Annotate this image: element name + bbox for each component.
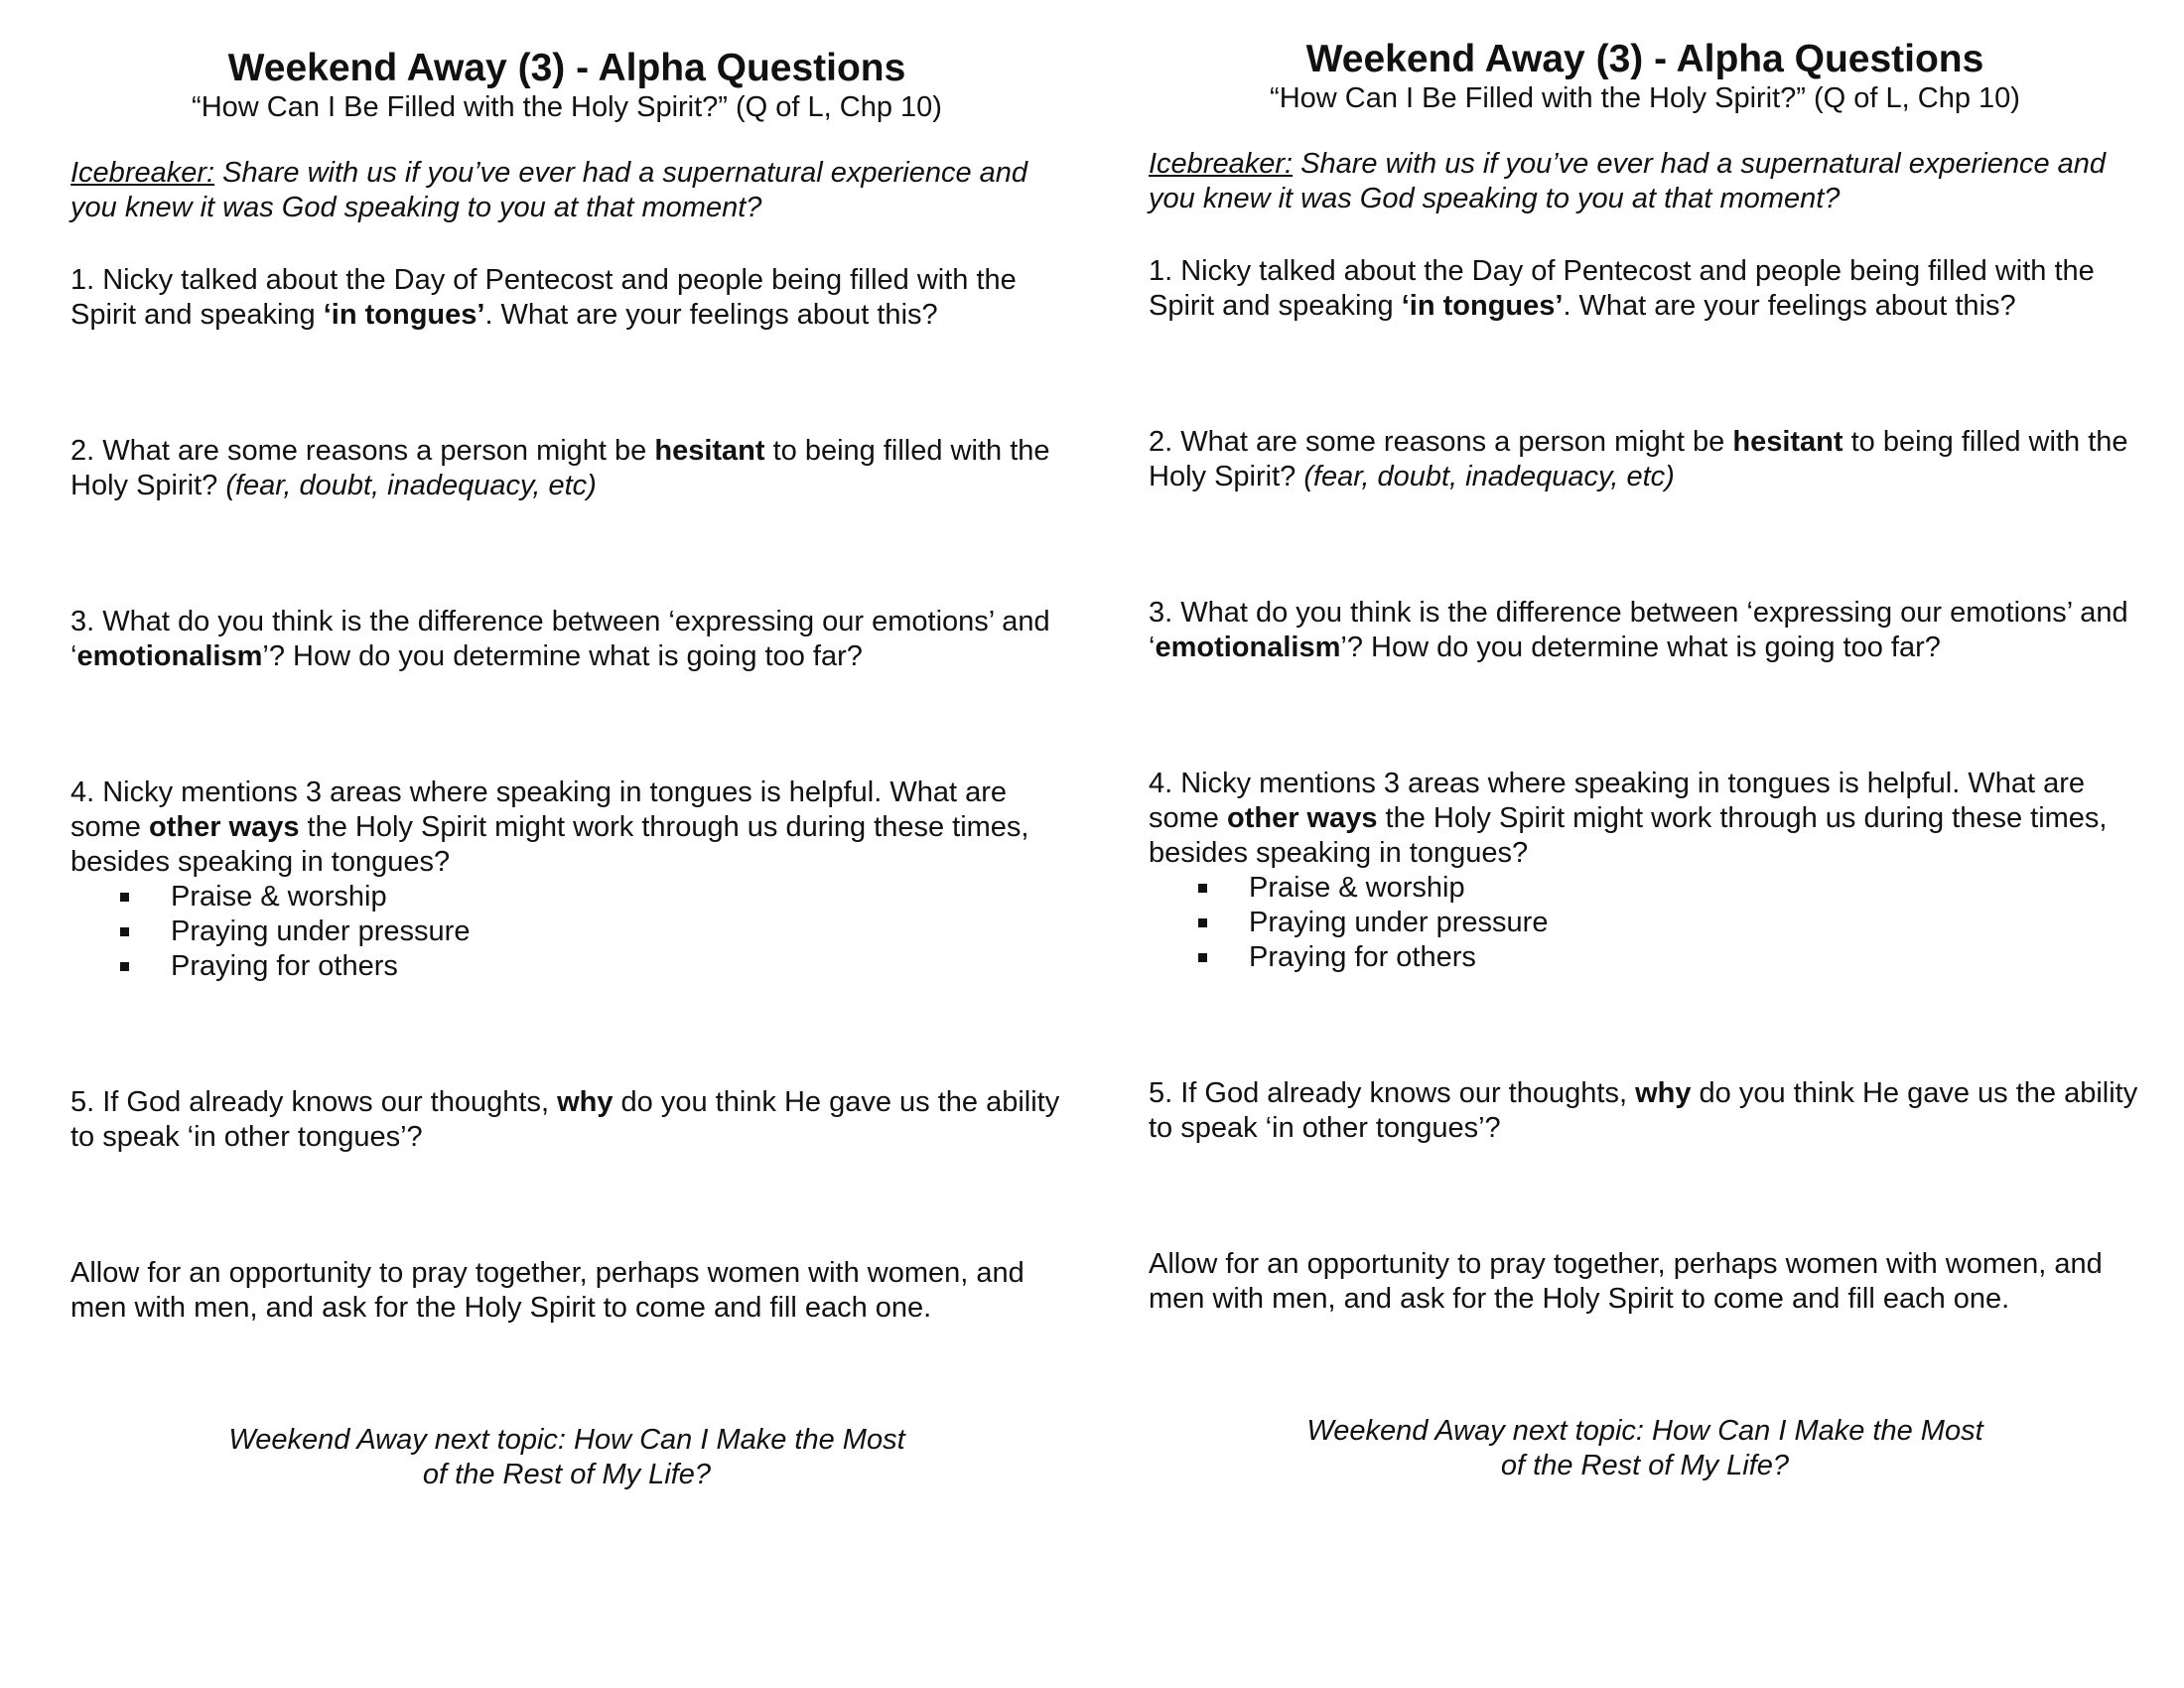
bullet-item xyxy=(120,949,1063,984)
icebreaker-label: Icebreaker: xyxy=(70,157,215,189)
question-1-text-end: . What are your feelings about this? xyxy=(1563,290,2016,322)
square-bullet-icon xyxy=(1198,884,1207,893)
icebreaker-text: Share with us if you’ve ever had a supernatural experience and you knew it was God speaking to you at that moment? xyxy=(70,157,1028,223)
bullet-item xyxy=(120,914,1063,949)
closing-instruction: Allow for an opportunity to pray together, perhaps women with women, and men with men, and ask for the Holy Spirit to come and fill each one. xyxy=(70,1257,1024,1324)
question-2-examples: (fear, doubt, inadequacy, etc) xyxy=(225,470,597,501)
question-3 xyxy=(1149,596,2141,665)
next-topic-line-2: of the Rest of My Life? xyxy=(1500,1450,1790,1481)
question-4-text: 4. Nicky mentions 3 areas where speaking in tongues is helpful. What are some xyxy=(1149,768,2085,834)
question-2-text-end: to being filled with the Holy Spirit? xyxy=(70,435,1050,501)
question-4 xyxy=(70,775,1063,984)
question-5-emphasis: why xyxy=(557,1086,614,1118)
square-bullet-icon xyxy=(120,927,129,936)
question-4-bullets xyxy=(1149,871,2141,975)
icebreaker-text: Share with us if you’ve ever had a supernatural experience and you knew it was God speaking to you at that moment? xyxy=(1149,148,2107,214)
next-topic xyxy=(70,1423,1063,1492)
question-3-emphasis: emotionalism xyxy=(1155,632,1341,663)
next-topic-line-1: Weekend Away next topic: How Can I Make the Most xyxy=(228,1424,905,1456)
question-4-emphasis: other ways xyxy=(148,811,300,843)
question-2 xyxy=(70,434,1063,503)
question-4 xyxy=(1149,767,2141,975)
question-4-bullets xyxy=(70,880,1063,984)
question-3-text: 3. What do you think is the difference between ‘expressing our emotions’ and ‘ xyxy=(1149,597,2128,663)
next-topic-line-2: of the Rest of My Life? xyxy=(422,1459,712,1490)
page-subtitle: “How Can I Be Filled with the Holy Spirit?” (Q of L, Chp 10) xyxy=(1270,82,2020,114)
icebreaker xyxy=(1149,147,2141,216)
square-bullet-icon xyxy=(120,893,129,902)
question-3-emphasis: emotionalism xyxy=(76,640,263,672)
handout-left xyxy=(70,47,1063,1521)
bullet-item xyxy=(1198,871,2141,906)
question-2-emphasis: hesitant xyxy=(654,435,765,467)
bullet-text: Praise & worship xyxy=(1249,872,1465,904)
question-1-text: 1. Nicky talked about the Day of Pentecost and people being filled with the Spirit and speaking xyxy=(70,264,1017,331)
question-3-text: 3. What do you think is the difference between ‘expressing our emotions’ and ‘ xyxy=(70,606,1050,672)
icebreaker xyxy=(70,156,1063,225)
question-5-text: 5. If God already knows our thoughts, xyxy=(1149,1077,1636,1109)
question-1-emphasis: ‘in tongues’ xyxy=(1401,290,1564,322)
question-5 xyxy=(70,1085,1063,1155)
question-5-text-end: do you think He gave us the ability to speak ‘in other tongues’? xyxy=(1149,1077,2138,1144)
next-topic xyxy=(1149,1414,2141,1483)
question-2-text: 2. What are some reasons a person might be xyxy=(70,435,655,467)
square-bullet-icon xyxy=(1198,918,1207,927)
page-subtitle: “How Can I Be Filled with the Holy Spirit?” (Q of L, Chp 10) xyxy=(192,91,942,123)
question-2-text: 2. What are some reasons a person might be xyxy=(1149,426,1733,458)
question-3 xyxy=(70,605,1063,674)
question-4-emphasis: other ways xyxy=(1226,802,1378,834)
question-5-emphasis: why xyxy=(1635,1077,1692,1109)
question-1 xyxy=(1149,254,2141,324)
bullet-text: Praying under pressure xyxy=(171,915,471,947)
icebreaker-label: Icebreaker: xyxy=(1149,148,1294,180)
page-title: Weekend Away (3) - Alpha Questions xyxy=(227,47,906,89)
question-1-text: 1. Nicky talked about the Day of Pentecost and people being filled with the Spirit and speaking xyxy=(1149,255,2095,322)
question-4-text-end: the Holy Spirit might work through us during these times, besides speaking in tongues? xyxy=(70,811,1029,878)
question-4-text: 4. Nicky mentions 3 areas where speaking in tongues is helpful. What are some xyxy=(70,776,1007,843)
question-4-text-end: the Holy Spirit might work through us during these times, besides speaking in tongues? xyxy=(1149,802,2108,869)
question-3-text-end: ’? How do you determine what is going too far? xyxy=(262,640,863,672)
bullet-text: Praying for others xyxy=(1249,941,1476,973)
question-5-text: 5. If God already knows our thoughts, xyxy=(70,1086,558,1118)
bullet-item xyxy=(1198,906,2141,940)
closing-instruction: Allow for an opportunity to pray together, perhaps women with women, and men with men, and ask for the Holy Spirit to come and fill each one. xyxy=(1149,1248,2103,1315)
next-topic-line-1: Weekend Away next topic: How Can I Make the Most xyxy=(1306,1415,1983,1447)
square-bullet-icon xyxy=(1198,953,1207,962)
question-1 xyxy=(70,263,1063,333)
question-2 xyxy=(1149,425,2141,494)
square-bullet-icon xyxy=(120,962,129,971)
question-5-text-end: do you think He gave us the ability to speak ‘in other tongues’? xyxy=(70,1086,1060,1153)
bullet-text: Praise & worship xyxy=(171,881,387,913)
question-2-text-end: to being filled with the Holy Spirit? xyxy=(1149,426,2128,492)
question-3-text-end: ’? How do you determine what is going too far? xyxy=(1340,632,1941,663)
question-4-prompt xyxy=(70,775,1063,880)
question-1-emphasis: ‘in tongues’ xyxy=(323,299,485,331)
page-title: Weekend Away (3) - Alpha Questions xyxy=(1305,38,1984,80)
question-2-examples: (fear, doubt, inadequacy, etc) xyxy=(1303,461,1675,492)
question-1-text-end: . What are your feelings about this? xyxy=(484,299,938,331)
bullet-text: Praying for others xyxy=(171,950,398,982)
question-5 xyxy=(1149,1076,2141,1146)
bullet-text: Praying under pressure xyxy=(1249,907,1549,938)
handout-right xyxy=(1149,38,2141,1512)
bullet-item xyxy=(120,880,1063,914)
question-2-emphasis: hesitant xyxy=(1732,426,1843,458)
bullet-item xyxy=(1198,940,2141,975)
question-4-prompt xyxy=(1149,767,2141,871)
